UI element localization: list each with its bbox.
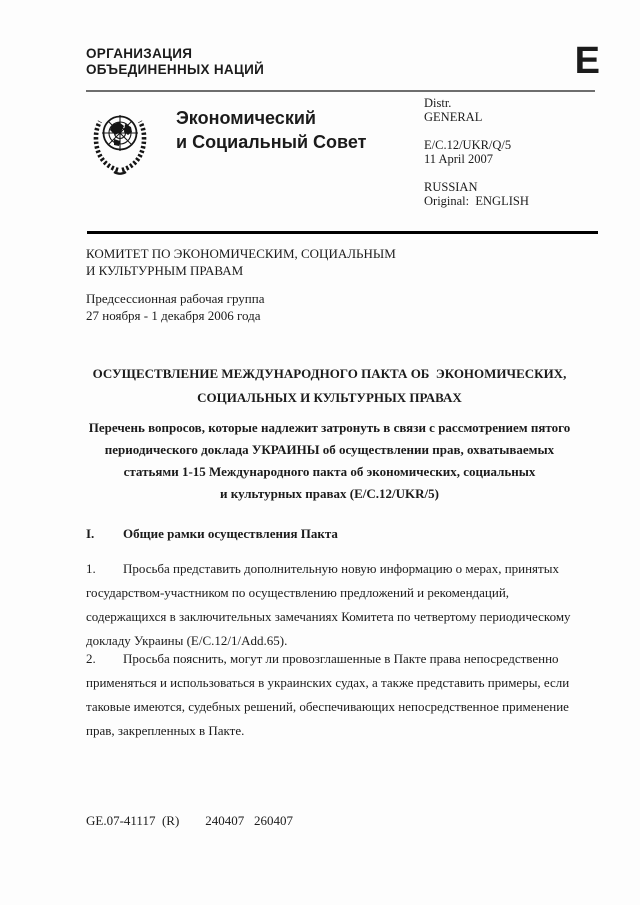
paragraph-1 xyxy=(86,557,571,653)
working-group-name: Предсессионная рабочая группа xyxy=(86,291,265,306)
section-number: I. xyxy=(86,526,95,541)
working-group-dates: 27 ноября - 1 декабря 2006 года xyxy=(86,307,261,323)
paragraph-2 xyxy=(86,647,571,743)
org-name-line2: ОБЪЕДИНЕННЫХ НАЦИЙ xyxy=(86,62,265,77)
document-subtitle-line2: периодического доклада УКРАИНЫ об осуществлении прав, охватываемых xyxy=(104,442,555,457)
paragraph-2-text: Просьба пояснить, могут ли провозглашенные в Пакте права непосредственно применяться и использоваться в украинских судах, а также представить примеры, если таковые имеются, судебных решений, обеспечивающих непосредственное применение прав, закрепленных в Пакте. xyxy=(86,651,570,738)
document-subtitle-line3: статьями 1-15 Международного пакта об экономических, социальных xyxy=(123,464,536,479)
document-subtitle xyxy=(88,417,571,505)
committee-name xyxy=(86,246,396,279)
document-title-line1: ОСУЩЕСТВЛЕНИЕ МЕЖДУНАРОДНОГО ПАКТА ОБ ЭКОНОМИЧЕСКИХ, xyxy=(92,366,567,381)
council-name xyxy=(176,106,366,154)
document-footer: GE.07-41117 (R) 240407 260407 xyxy=(86,813,294,828)
banner-rule xyxy=(87,231,598,234)
document-subtitle-line1: Перечень вопросов, которые надлежит затронуть в связи с рассмотрением пятого xyxy=(88,420,571,435)
committee-line2: И КУЛЬТУРНЫМ ПРАВАМ xyxy=(86,262,244,278)
distr-label: Distr. xyxy=(424,96,452,110)
paragraph-1-number: 1. xyxy=(86,561,96,576)
section-heading xyxy=(86,526,338,542)
council-name-line2: и Социальный Совет xyxy=(176,132,367,152)
section-title: Общие рамки осуществления Пакта xyxy=(123,526,338,541)
doc-date: 11 April 2007 xyxy=(424,151,493,166)
doc-original-language: Original: ENGLISH xyxy=(424,193,529,208)
document-title xyxy=(86,362,573,410)
language-group xyxy=(424,181,529,208)
org-name-line1: ОРГАНИЗАЦИЯ xyxy=(86,46,193,61)
org-name xyxy=(86,46,264,78)
distr-value: GENERAL xyxy=(424,109,483,124)
paragraph-2-number: 2. xyxy=(86,651,96,666)
doc-language: RUSSIAN xyxy=(424,180,478,194)
document-subtitle-line4: и культурных правах (E/C.12/UKR/5) xyxy=(220,486,439,501)
header-rule xyxy=(86,90,595,92)
un-emblem-icon xyxy=(92,104,148,181)
symbol-group xyxy=(424,139,529,166)
distribution-info xyxy=(424,97,529,223)
distr-group xyxy=(424,97,529,124)
committee-line1: КОМИТЕТ ПО ЭКОНОМИЧЕСКИМ, СОЦИАЛЬНЫМ xyxy=(86,246,396,261)
working-group xyxy=(86,291,264,324)
doc-series-letter: E xyxy=(574,40,600,82)
paragraph-1-text: Просьба представить дополнительную новую информацию о мерах, принятых государством-участником по осуществлению предложений и рекомендаций, содержащихся в заключительных замечаниях Комитета по четвертому периодическому докладу Украины (E/C.12/1/Add.65). xyxy=(86,561,571,648)
doc-symbol: E/C.12/UKR/Q/5 xyxy=(424,138,512,152)
document-title-line2: СОЦИАЛЬНЫХ И КУЛЬТУРНЫХ ПРАВАХ xyxy=(197,390,462,405)
council-name-line1: Экономический xyxy=(176,108,316,128)
